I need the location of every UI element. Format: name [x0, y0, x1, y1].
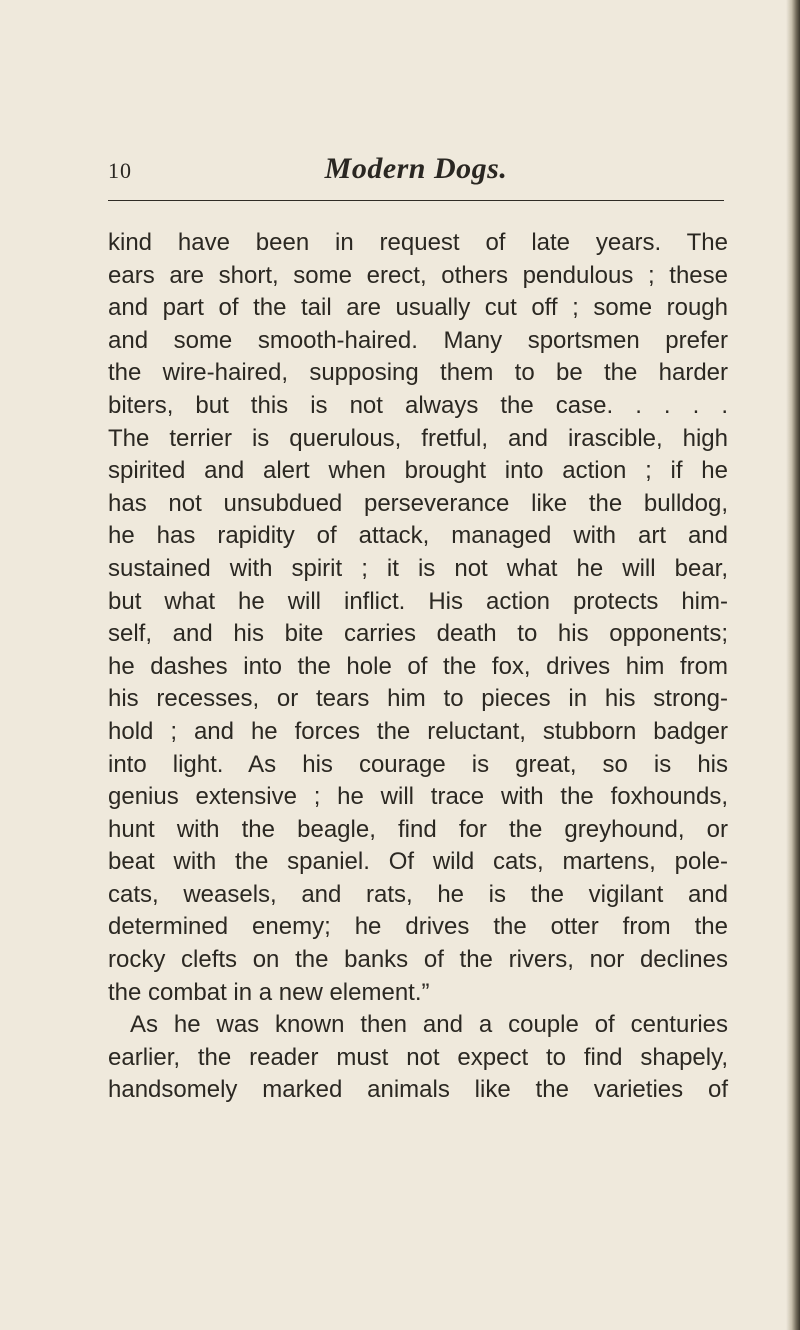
- text-line: kind have been in request of late years. The: [108, 229, 728, 256]
- text-line: hold ; and he forces the reluctant, stubborn badger: [108, 717, 728, 745]
- text-line: rocky clefts on the banks of the rivers, nor declines: [108, 946, 728, 974]
- text-line: into light. As his courage is great, so is his: [108, 750, 728, 778]
- text-line: but what he will inflict. His action protects him-: [108, 587, 728, 615]
- text-line: handsomely marked animals like the varieties of: [108, 1076, 728, 1104]
- page-header: [108, 152, 724, 196]
- text-line: he has rapidity of attack, managed with art and: [108, 522, 728, 550]
- body-text: [108, 227, 728, 1107]
- text-line: has not unsubdued perseverance like the bulldog,: [108, 489, 728, 517]
- text-line: he dashes into the hole of the fox, drives him from: [108, 652, 728, 680]
- text-line: The terrier is querulous, fretful, and irascible, high: [108, 424, 728, 452]
- text-line: genius extensive ; he will trace with the foxhounds,: [108, 783, 728, 811]
- text-line: his recesses, or tears him to pieces in his strong-: [108, 685, 728, 713]
- header-rule: [108, 200, 724, 201]
- text-line: biters, but this is not always the case. . . . .: [108, 391, 728, 419]
- page-number: 10: [108, 158, 132, 183]
- text-line: the wire-haired, supposing them to be the harder: [108, 359, 728, 387]
- text-line: As he was known then and a couple of centuries: [130, 1011, 728, 1039]
- text-line: and some smooth-haired. Many sportsmen prefer: [108, 326, 728, 354]
- text-line: spirited and alert when brought into action ; if he: [108, 457, 728, 485]
- text-line: sustained with spirit ; it is not what he will bear,: [108, 554, 728, 582]
- text-line: hunt with the beagle, find for the greyhound, or: [108, 815, 728, 843]
- text-line: earlier, the reader must not expect to find shapely,: [108, 1043, 728, 1071]
- running-title: Modern Dogs.: [324, 152, 508, 185]
- text-line: self, and his bite carries death to his opponents;: [108, 620, 728, 648]
- page-edge-shadow: [786, 0, 800, 1330]
- text-line: and part of the tail are usually cut off ; some rough: [108, 294, 728, 322]
- text-line: determined enemy; he drives the otter from the: [108, 913, 728, 941]
- text-line: ears are short, some erect, others pendulous ; these: [108, 261, 728, 289]
- text-line: the combat in a new element.”: [108, 978, 430, 1006]
- text-line: cats, weasels, and rats, he is the vigilant and: [108, 880, 728, 908]
- text-line: beat with the spaniel. Of wild cats, martens, pole-: [108, 848, 728, 876]
